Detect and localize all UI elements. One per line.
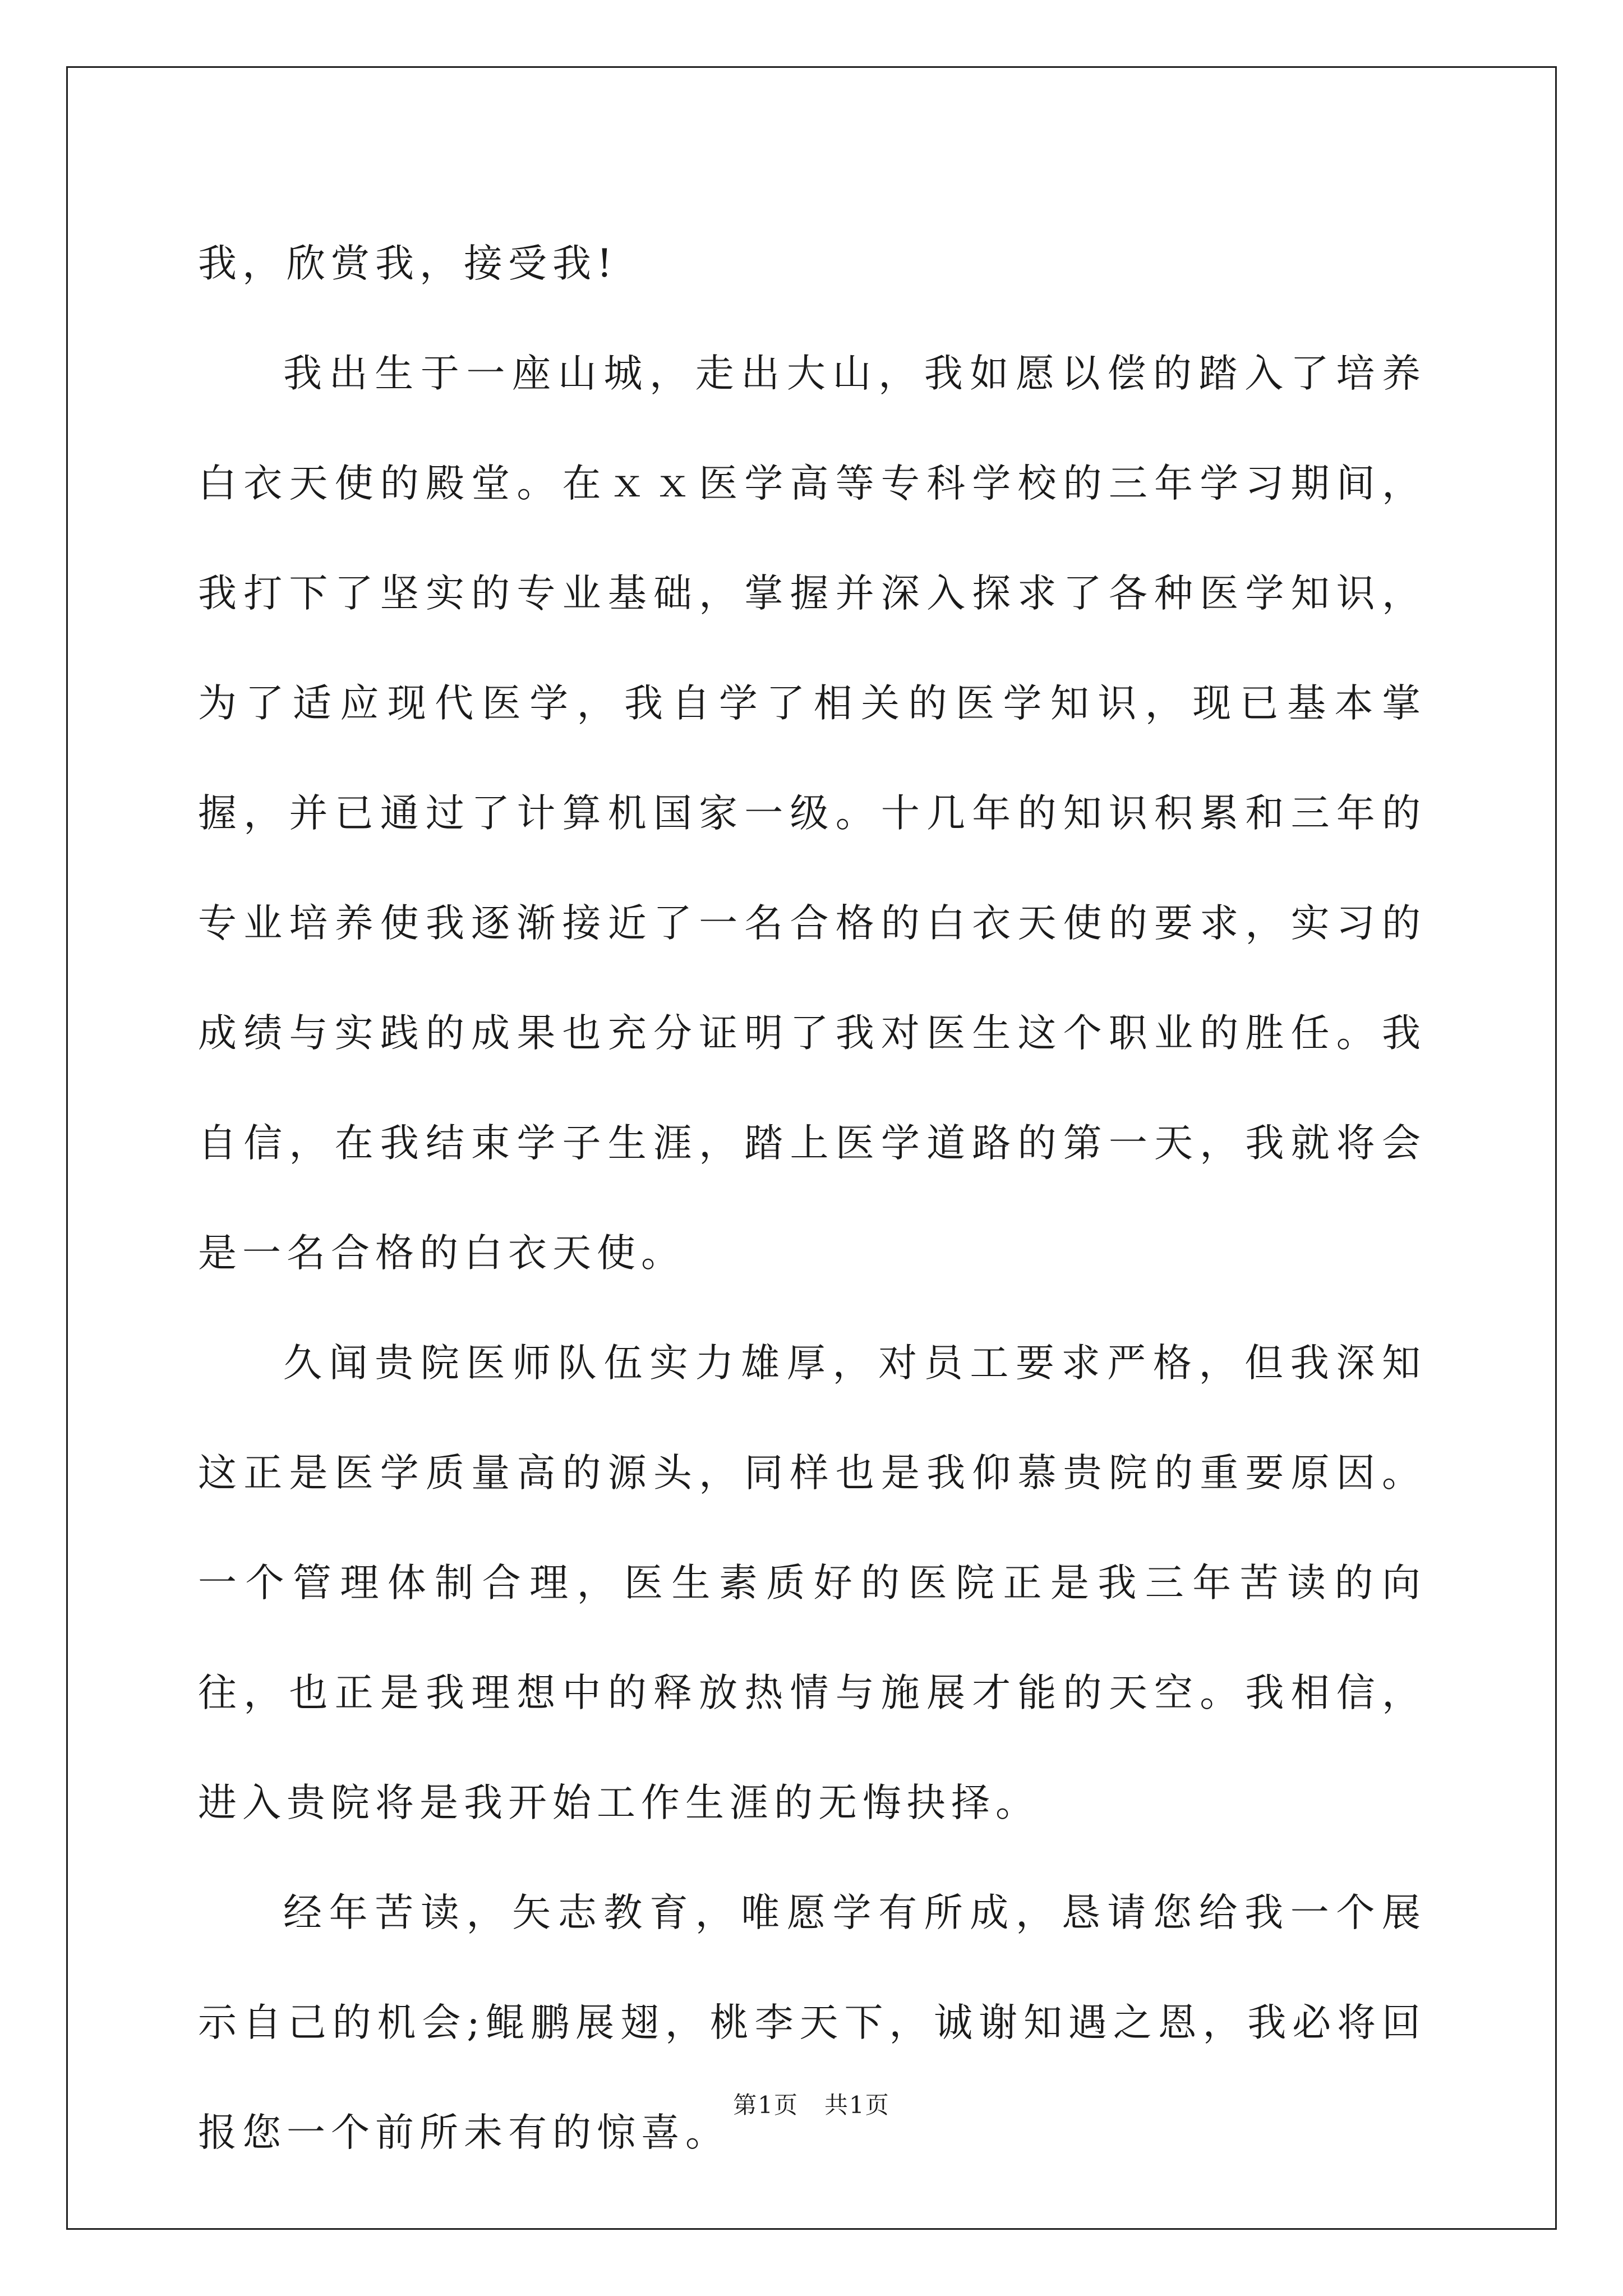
page-footer xyxy=(0,2087,1623,2120)
page-total: 共1页 xyxy=(824,2091,890,2119)
document-body xyxy=(198,209,1426,2188)
paragraph-1: 我，欣赏我，接受我! xyxy=(198,241,618,286)
paragraph-2: 我出生于一座山城，走出大山，我如愿以偿的踏入了培养白衣天使的殿堂。在ｘｘ医学高等专科学校的三年学习期间，我打下了坚实的专业基础，掌握并深入探求了各种医学知识，为了适应现代医学，我自学了相关的医学知识，现已基本掌握，并已通过了计算机国家一级。十几年的知识积累和三年的专业培养使我逐渐接近了一名合格的白衣天使的要求，实习的成绩与实践的成果也充分证明了我对医生这个职业的胜任。我自信，在我结束学子生涯，踏上医学道路的第一天，我就将会是一名合格的白衣天使。 xyxy=(198,351,1426,1276)
page-number: 第1页 xyxy=(733,2091,799,2119)
paragraph-3: 久闻贵院医师队伍实力雄厚，对员工要求严格，但我深知这正是医学质量高的源头，同样也是我仰慕贵院的重要原因。一个管理体制合理，医生素质好的医院正是我三年苦读的向往，也正是我理想中的释放热情与施展才能的天空。我相信，进入贵院将是我开始工作生涯的无悔抉择。 xyxy=(198,1341,1426,1825)
paragraph-4: 经年苦读，矢志教育，唯愿学有所成，恳请您给我一个展示自己的机会;鲲鹏展翅，桃李天下，诚谢知遇之恩，我必将回报您一个前所未有的惊喜。 xyxy=(198,1890,1426,2155)
